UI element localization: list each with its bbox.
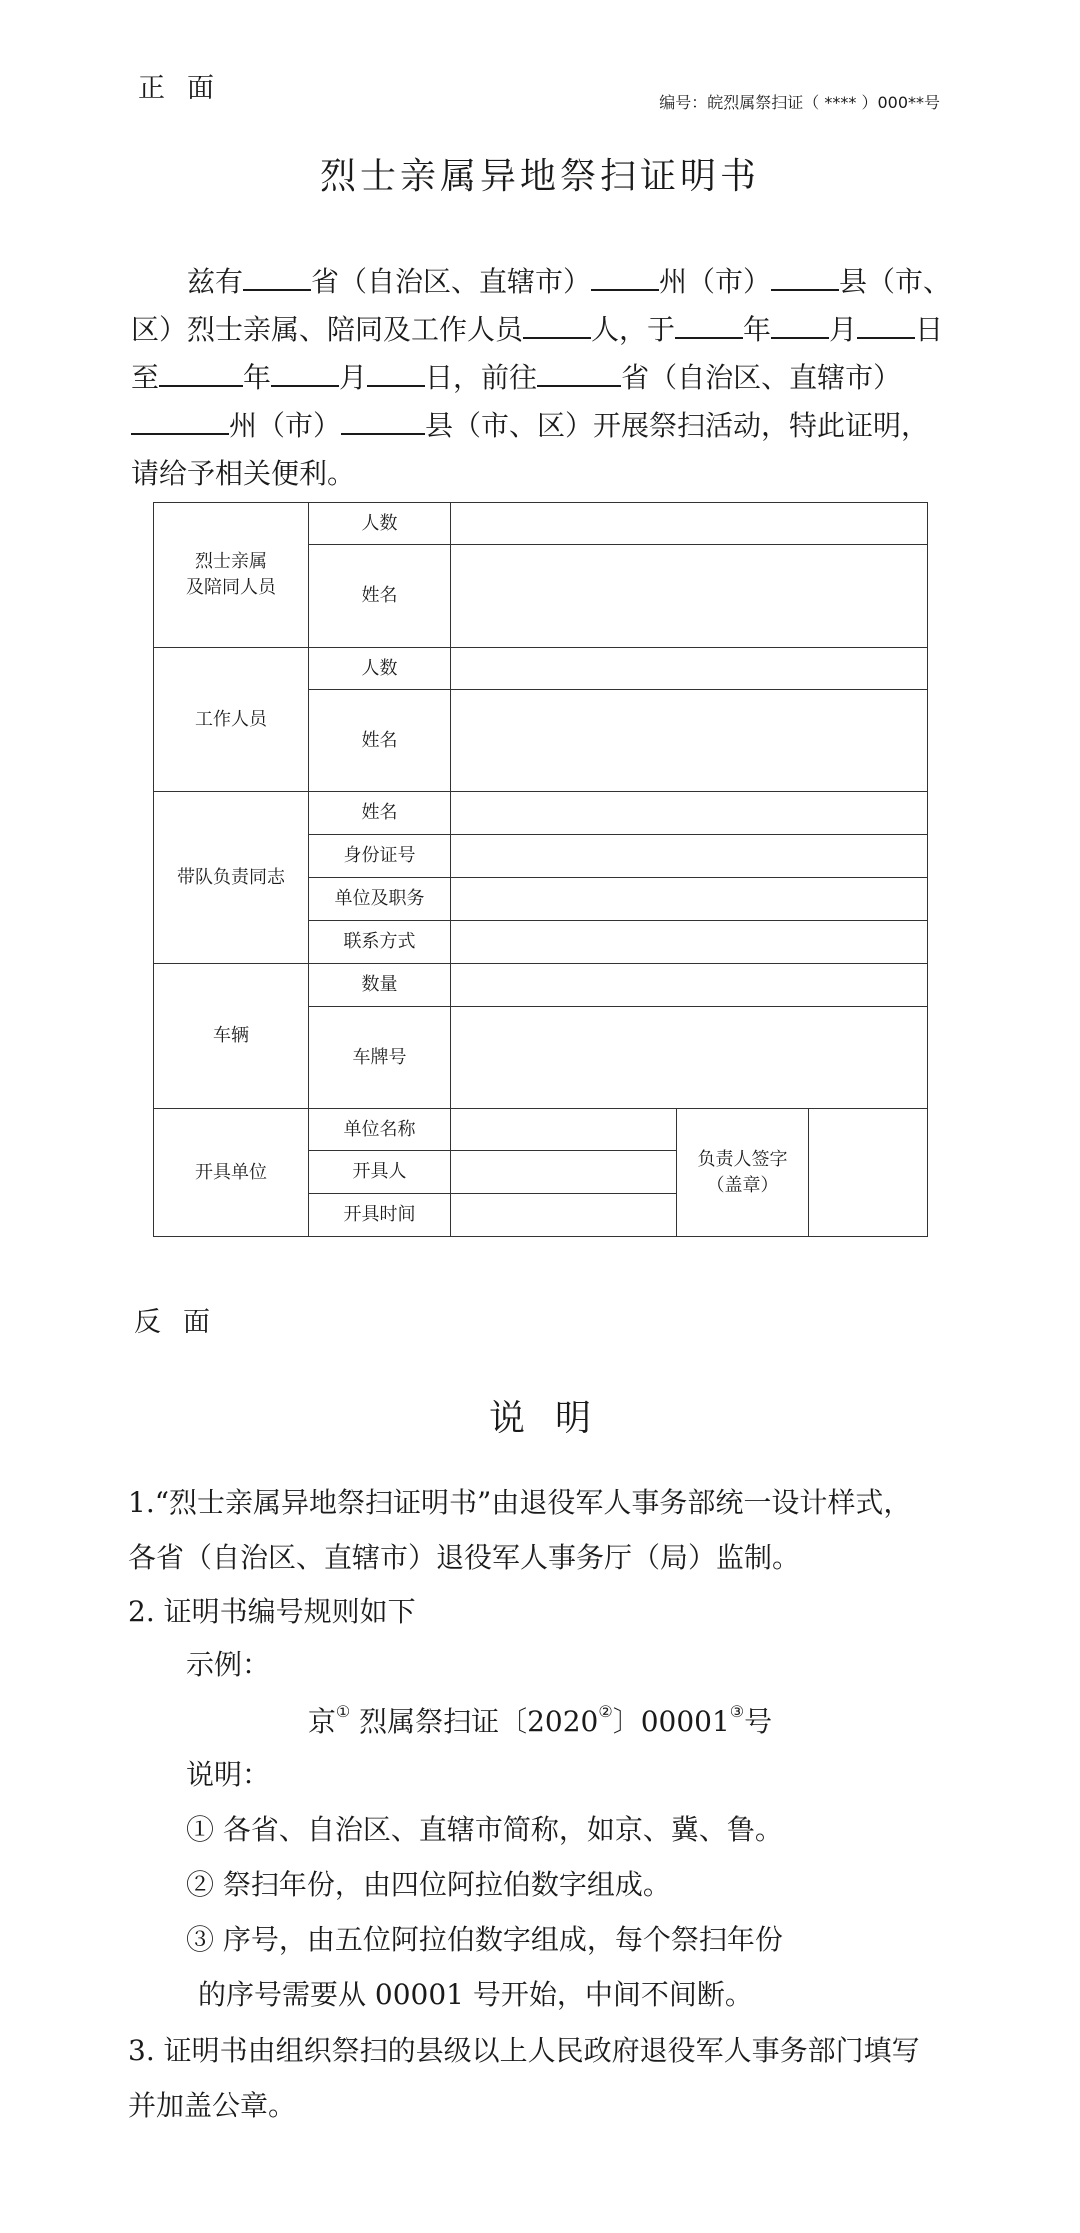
value-issue-time[interactable]: [451, 1194, 677, 1237]
label-leader-name: 姓名: [309, 792, 451, 835]
text-persons-from: 人，于: [591, 313, 676, 346]
certificate-serial-number: 编号：皖烈属祭扫证（ **** ）000**号: [659, 93, 940, 112]
blank-end-year[interactable]: [159, 355, 243, 387]
label-staff-names: 姓名: [309, 690, 451, 792]
label-vehicle-plate: 车牌号: [309, 1007, 451, 1109]
text-month-2: 月: [339, 361, 368, 394]
blank-end-month[interactable]: [271, 355, 339, 387]
label-family-names: 姓名: [309, 545, 451, 648]
example-serial-code: [0, 1700, 1080, 1740]
blank-county-1[interactable]: [771, 259, 839, 291]
label-vehicle-count: 数量: [309, 964, 451, 1007]
explanation-title: 说明: [488, 1398, 621, 1439]
text-county-1: 县（市、: [839, 265, 952, 298]
blank-start-month[interactable]: [771, 307, 829, 339]
text-county-activity: 县（市、区）开展祭扫活动，特此证明，: [425, 409, 930, 442]
text-province-2: 省（自治区、直辖市）: [621, 361, 902, 394]
blank-county-2[interactable]: [341, 403, 425, 435]
value-vehicle-plate[interactable]: [451, 1007, 928, 1109]
signature-line-1: 负责人签字: [697, 1148, 788, 1170]
value-issuer-person[interactable]: [451, 1151, 677, 1194]
text-month-1: 月: [829, 313, 858, 346]
group-family-escorts: [154, 503, 309, 648]
blank-start-day[interactable]: [857, 307, 915, 339]
front-side-label: 正面: [138, 73, 236, 104]
text-province-1: 省（自治区、直辖市）: [311, 265, 592, 298]
value-staff-names[interactable]: [451, 690, 928, 792]
blank-end-day[interactable]: [367, 355, 425, 387]
example-part-sequence: 〕00001: [612, 1705, 730, 1738]
group-staff: 工作人员: [154, 648, 309, 792]
blank-person-count[interactable]: [523, 307, 591, 339]
label-issuer-person: 开具人: [309, 1151, 451, 1194]
group-team-leader: 带队负责同志: [154, 792, 309, 964]
group-family-line-2: 及陪同人员: [186, 577, 276, 598]
text-zi-you: 兹有: [187, 265, 244, 298]
blank-prefecture-1[interactable]: [591, 259, 659, 291]
example-mark-1: ①: [335, 1702, 351, 1721]
text-prefecture-2: 州（市）: [229, 409, 342, 442]
label-signature-seal: [677, 1109, 809, 1237]
text-district-personnel: 区）烈士亲属、陪同及工作人员: [131, 313, 524, 346]
group-vehicles: 车辆: [154, 964, 309, 1109]
blank-prefecture-2[interactable]: [131, 403, 229, 435]
label-staff-count: 人数: [309, 648, 451, 690]
item-3-line-2: 并加盖公章。: [128, 2089, 297, 2122]
text-to: 至: [131, 361, 160, 394]
note-3-line-1: ③ 序号，由五位阿拉伯数字组成，每个祭扫年份: [186, 1923, 783, 1956]
note-1: ① 各省、自治区、直辖市简称，如京、冀、鲁。: [186, 1813, 783, 1846]
value-family-count[interactable]: [451, 503, 928, 545]
note-3-line-2: 的序号需要从 00001 号开始，中间不间断。: [198, 1978, 753, 2011]
label-leader-contact: 联系方式: [309, 921, 451, 964]
value-signature-seal[interactable]: [809, 1109, 928, 1237]
value-leader-unit[interactable]: [451, 878, 928, 921]
value-leader-name[interactable]: [451, 792, 928, 835]
text-day-go-to: 日，前往: [425, 361, 538, 394]
text-prefecture-1: 州（市）: [659, 265, 772, 298]
value-leader-id[interactable]: [451, 835, 928, 878]
label-leader-id: 身份证号: [309, 835, 451, 878]
label-leader-unit: 单位及职务: [309, 878, 451, 921]
label-issue-time: 开具时间: [309, 1194, 451, 1237]
example-mark-2: ②: [598, 1702, 613, 1721]
group-family-line-1: 烈士亲属: [195, 551, 267, 572]
example-mark-3: ③: [729, 1702, 745, 1721]
certificate-form-table: [153, 502, 928, 1237]
group-issuing-unit: 开具单位: [154, 1109, 309, 1237]
text-day-1: 日: [915, 313, 944, 346]
text-year-1: 年: [743, 313, 772, 346]
blank-start-year[interactable]: [675, 307, 743, 339]
value-vehicle-count[interactable]: [451, 964, 928, 1007]
back-side-label: 反面: [134, 1307, 232, 1338]
value-leader-contact[interactable]: [451, 921, 928, 964]
example-part-year: 烈属祭扫证〔2020: [350, 1705, 599, 1738]
signature-line-2: （盖章）: [706, 1174, 779, 1196]
value-staff-count[interactable]: [451, 648, 928, 690]
value-family-names[interactable]: [451, 545, 928, 648]
notes-label: 说明：: [186, 1758, 271, 1791]
text-request-convenience: 请给予相关便利。: [131, 457, 356, 490]
blank-province-1[interactable]: [243, 259, 311, 291]
text-year-2: 年: [243, 361, 272, 394]
blank-province-2[interactable]: [537, 355, 621, 387]
item-3-line-1: 3. 证明书由组织祭扫的县级以上人民政府退役军人事务部门填写: [128, 2034, 920, 2067]
label-family-count: 人数: [309, 503, 451, 545]
example-label: 示例：: [186, 1648, 271, 1681]
example-part-suffix: 号: [744, 1705, 773, 1738]
item-1-line-2: 各省（自治区、直辖市）退役军人事务厅（局）监制。: [128, 1541, 801, 1574]
item-1-line-1: 1.“烈士亲属异地祭扫证明书”由退役军人事务部统一设计样式，: [128, 1486, 912, 1519]
item-2-heading: 2. 证明书编号规则如下: [128, 1595, 416, 1628]
certificate-paragraph: [131, 258, 951, 498]
note-2: ② 祭扫年份，由四位阿拉伯数字组成。: [186, 1868, 671, 1901]
value-issuer-unit-name[interactable]: [451, 1109, 677, 1151]
certificate-title: 烈士亲属异地祭扫证明书: [319, 156, 760, 197]
label-issuer-unit-name: 单位名称: [309, 1109, 451, 1151]
example-part-province: 京: [307, 1705, 336, 1738]
